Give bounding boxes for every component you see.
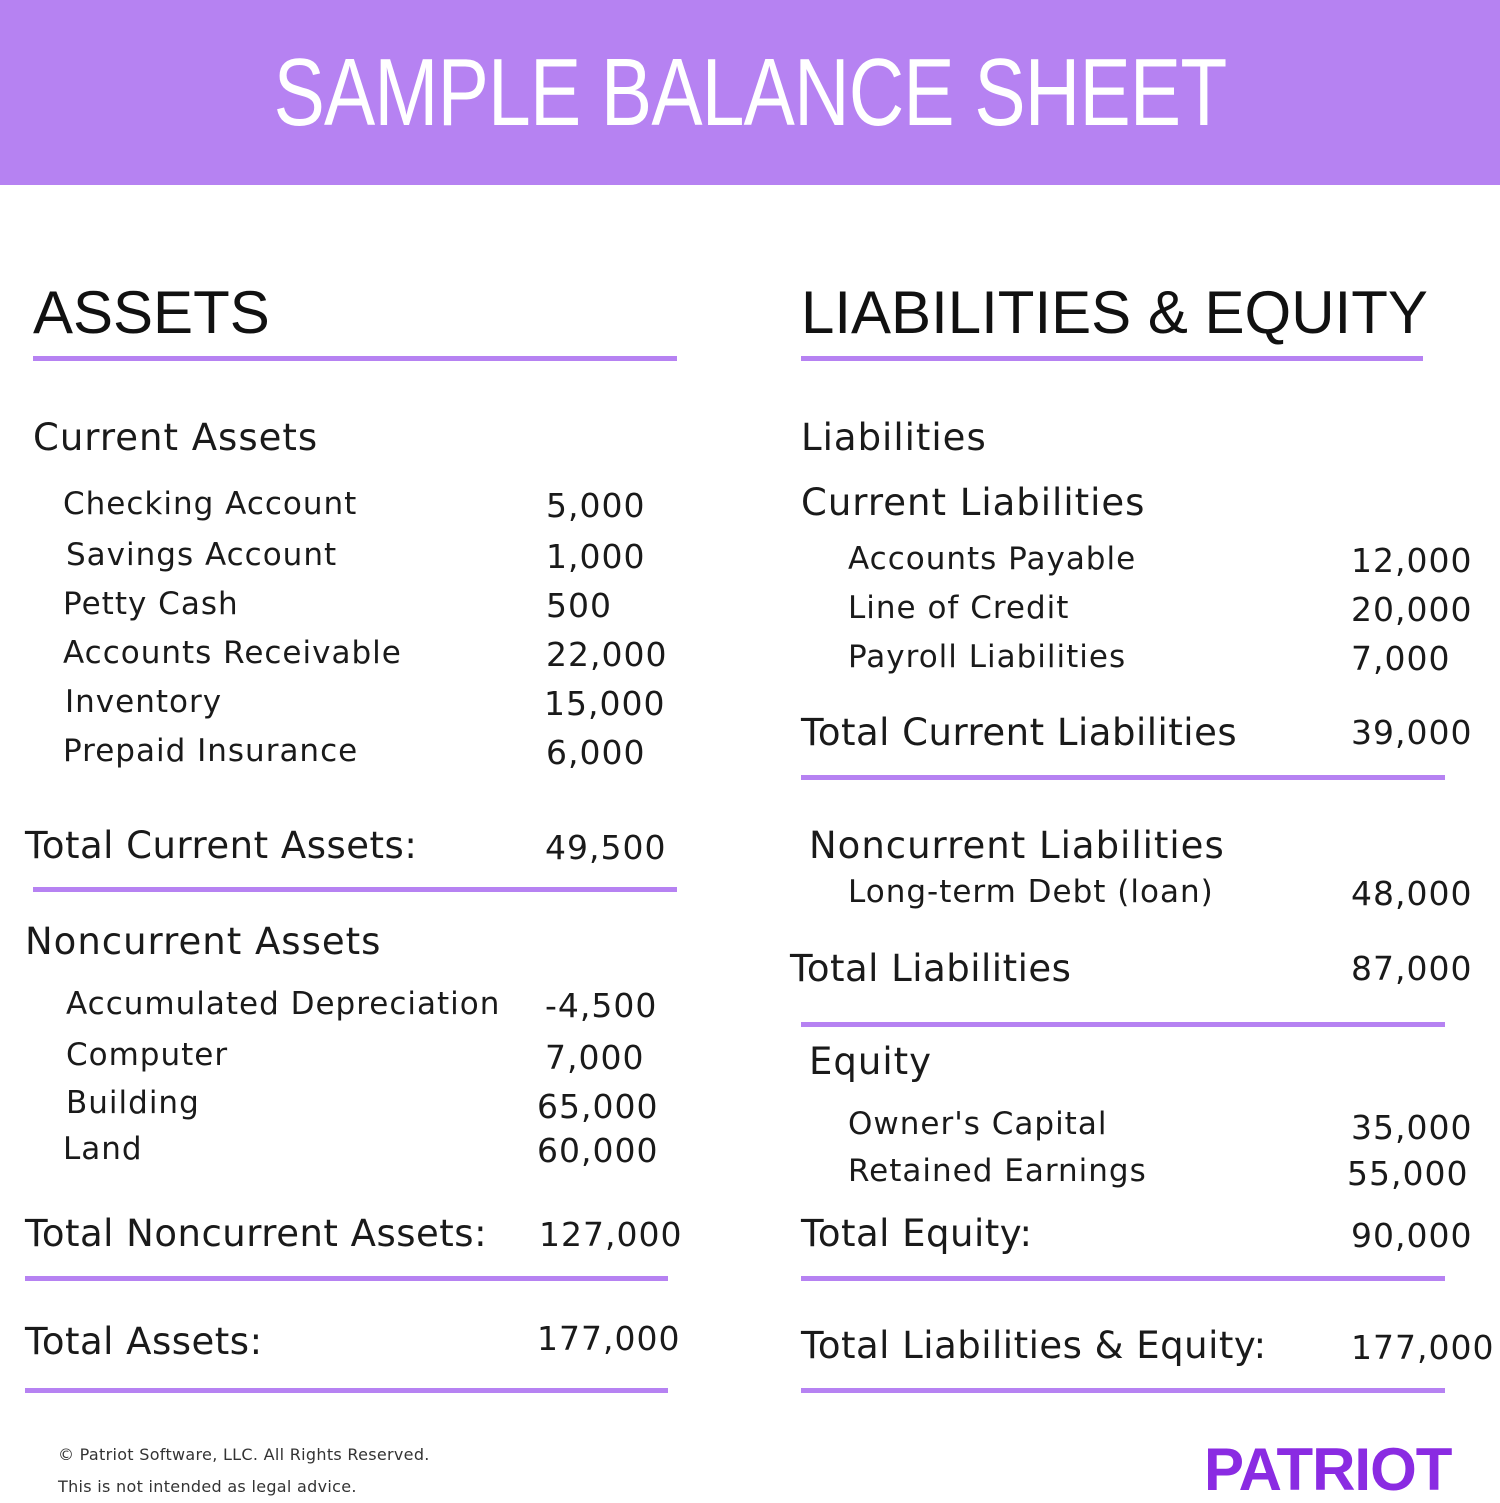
copyright-notice: © Patriot Software, LLC. All Rights Reserved.: [58, 1445, 430, 1464]
total-noncurrent-assets-label: Total Noncurrent Assets:: [25, 1212, 488, 1255]
equity-label: Retained Earnings: [848, 1153, 1147, 1189]
liability-label: Long-term Debt (loan): [848, 874, 1214, 910]
total-equity-rule: [801, 1276, 1445, 1281]
asset-label: Computer: [66, 1037, 229, 1073]
equity-heading: Equity: [809, 1040, 932, 1083]
asset-label: Accounts Receivable: [63, 635, 402, 671]
total-liabilities-label: Total Liabilities: [790, 947, 1072, 990]
asset-value: 15,000: [544, 684, 666, 723]
liability-value: 48,000: [1351, 874, 1473, 913]
asset-value: 65,000: [537, 1087, 659, 1126]
asset-value: 7,000: [545, 1038, 645, 1077]
asset-value: 500: [546, 586, 612, 625]
liability-value: 20,000: [1351, 590, 1473, 629]
current-assets-heading: Current Assets: [33, 416, 319, 459]
liability-label: Accounts Payable: [848, 541, 1137, 577]
total-liabilities-value: 87,000: [1351, 949, 1473, 988]
asset-label: Checking Account: [63, 486, 358, 522]
asset-label: Accumulated Depreciation: [66, 986, 501, 1022]
equity-value: 55,000: [1347, 1154, 1469, 1193]
equity-label: Owner's Capital: [848, 1106, 1108, 1142]
noncurrent-assets-heading: Noncurrent Assets: [25, 920, 382, 963]
liabilities-heading: Liabilities: [801, 416, 987, 459]
asset-value: 1,000: [546, 537, 646, 576]
total-liabilities-equity-label: Total Liabilities & Equity:: [801, 1324, 1267, 1367]
total-equity-value: 90,000: [1351, 1216, 1473, 1255]
asset-label: Land: [63, 1131, 143, 1167]
equity-value: 35,000: [1351, 1108, 1473, 1147]
asset-label: Inventory: [65, 684, 223, 720]
total-assets-label: Total Assets:: [25, 1320, 263, 1363]
total-current-assets-rule: [33, 887, 677, 892]
assets-heading-rule: [33, 356, 677, 361]
asset-value: -4,500: [545, 986, 658, 1025]
liability-label: Payroll Liabilities: [848, 639, 1127, 675]
total-current-liabilities-value: 39,000: [1351, 713, 1473, 752]
asset-label: Prepaid Insurance: [63, 733, 359, 769]
asset-label: Savings Account: [66, 537, 338, 573]
title-banner: [0, 0, 1500, 185]
asset-value: 6,000: [546, 733, 646, 772]
asset-label: Petty Cash: [63, 586, 239, 622]
total-liabilities-equity-rule: [801, 1388, 1445, 1393]
liabilities-equity-heading-rule: [801, 356, 1423, 361]
total-assets-rule: [25, 1388, 668, 1393]
liability-label: Line of Credit: [848, 590, 1070, 626]
asset-value: 22,000: [546, 635, 668, 674]
legal-disclaimer: This is not intended as legal advice.: [58, 1477, 357, 1496]
liability-value: 12,000: [1351, 541, 1473, 580]
total-current-assets-value: 49,500: [545, 828, 667, 867]
liability-value: 7,000: [1351, 639, 1451, 678]
assets-heading: ASSETS: [33, 279, 270, 346]
total-current-assets-label: Total Current Assets:: [25, 824, 418, 867]
liabilities-equity-heading: LIABILITIES & EQUITY: [801, 279, 1428, 346]
total-current-liabilities-rule: [801, 775, 1445, 780]
total-equity-label: Total Equity:: [801, 1212, 1033, 1255]
total-noncurrent-assets-value: 127,000: [539, 1215, 683, 1254]
total-liabilities-rule: [801, 1022, 1445, 1027]
total-current-liabilities-label: Total Current Liabilities: [801, 711, 1238, 754]
total-noncurrent-assets-rule: [25, 1276, 668, 1281]
total-liabilities-equity-value: 177,000: [1351, 1328, 1495, 1367]
asset-value: 5,000: [546, 486, 646, 525]
asset-value: 60,000: [537, 1131, 659, 1170]
page-title: SAMPLE BALANCE SHEET: [273, 39, 1227, 146]
patriot-logo: PATRIOT: [1204, 1436, 1452, 1503]
total-assets-value: 177,000: [537, 1319, 681, 1358]
asset-label: Building: [66, 1085, 200, 1121]
current-liabilities-heading: Current Liabilities: [801, 481, 1146, 524]
noncurrent-liabilities-heading: Noncurrent Liabilities: [809, 824, 1225, 867]
